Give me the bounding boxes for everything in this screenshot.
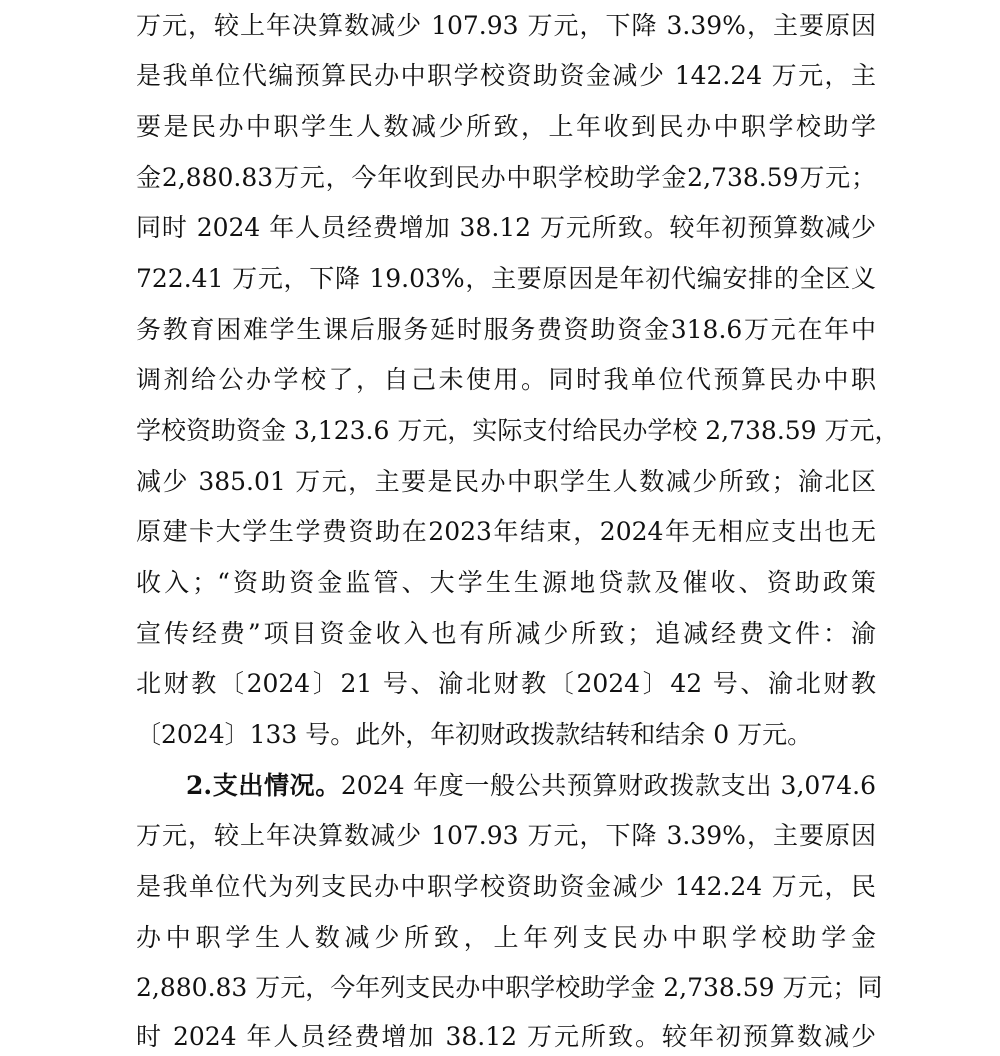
- text-line: 宣传经费”项目资金收入也有所减少所致；追减经费文件：渝: [136, 619, 876, 648]
- text-line: 是我单位代编预算民办中职学校资助资金减少 142.24 万元，主: [136, 61, 876, 90]
- section-heading: 2.支出情况。: [186, 771, 341, 800]
- text-line: 办中职学生人数减少所致，上年列支民办中职学校助学金: [136, 923, 876, 952]
- text-line: 万元，较上年决算数减少 107.93 万元，下降 3.39%，主要原因: [136, 11, 876, 40]
- text-line: 收入；“资助资金监管、大学生生源地贷款及催收、资助政策: [136, 568, 876, 597]
- text-line: 原建卡大学生学费资助在2023年结束，2024年无相应支出也无: [136, 517, 876, 546]
- section-heading-line: [186, 769, 876, 803]
- text-line: 学校资助资金 3,123.6 万元，实际支付给民办学校 2,738.59 万元，: [136, 416, 900, 445]
- text-line: 2,880.83 万元，今年列支民办中职学校助学金 2,738.59 万元；同: [136, 973, 883, 1002]
- text-line: 调剂给公办学校了，自己未使用。同时我单位代预算民办中职: [136, 365, 876, 394]
- text-line: 要是民办中职学生人数减少所致，上年收到民办中职学校助学: [136, 112, 876, 141]
- text-line: 金2,880.83万元，今年收到民办中职学校助学金2,738.59万元；: [136, 163, 876, 192]
- text-line: 同时 2024 年人员经费增加 38.12 万元所致。较年初预算数减少: [136, 213, 876, 242]
- text-line: 722.41 万元，下降 19.03%，主要原因是年初代编安排的全区义: [136, 264, 876, 293]
- text-line: 务教育困难学生课后服务延时服务费资助资金318.6万元在年中: [136, 315, 876, 344]
- text-line: 万元，较上年决算数减少 107.93 万元，下降 3.39%，主要原因: [136, 821, 876, 850]
- text-line: 减少 385.01 万元，主要是民办中职学生人数减少所致；渝北区: [136, 467, 876, 496]
- text-line: 是我单位代为列支民办中职学校资助资金减少 142.24 万元，民: [136, 872, 876, 901]
- section-heading-rest: 2024 年度一般公共预算财政拨款支出 3,074.6: [340, 771, 876, 800]
- text-line: 北财教〔2024〕21 号、渝北财教〔2024〕42 号、渝北财教: [136, 669, 876, 698]
- text-line: 〔2024〕133 号。此外，年初财政拨款结转和结余 0 万元。: [136, 720, 813, 749]
- text-line: 时 2024 年人员经费增加 38.12 万元所致。较年初预算数减少: [136, 1022, 876, 1051]
